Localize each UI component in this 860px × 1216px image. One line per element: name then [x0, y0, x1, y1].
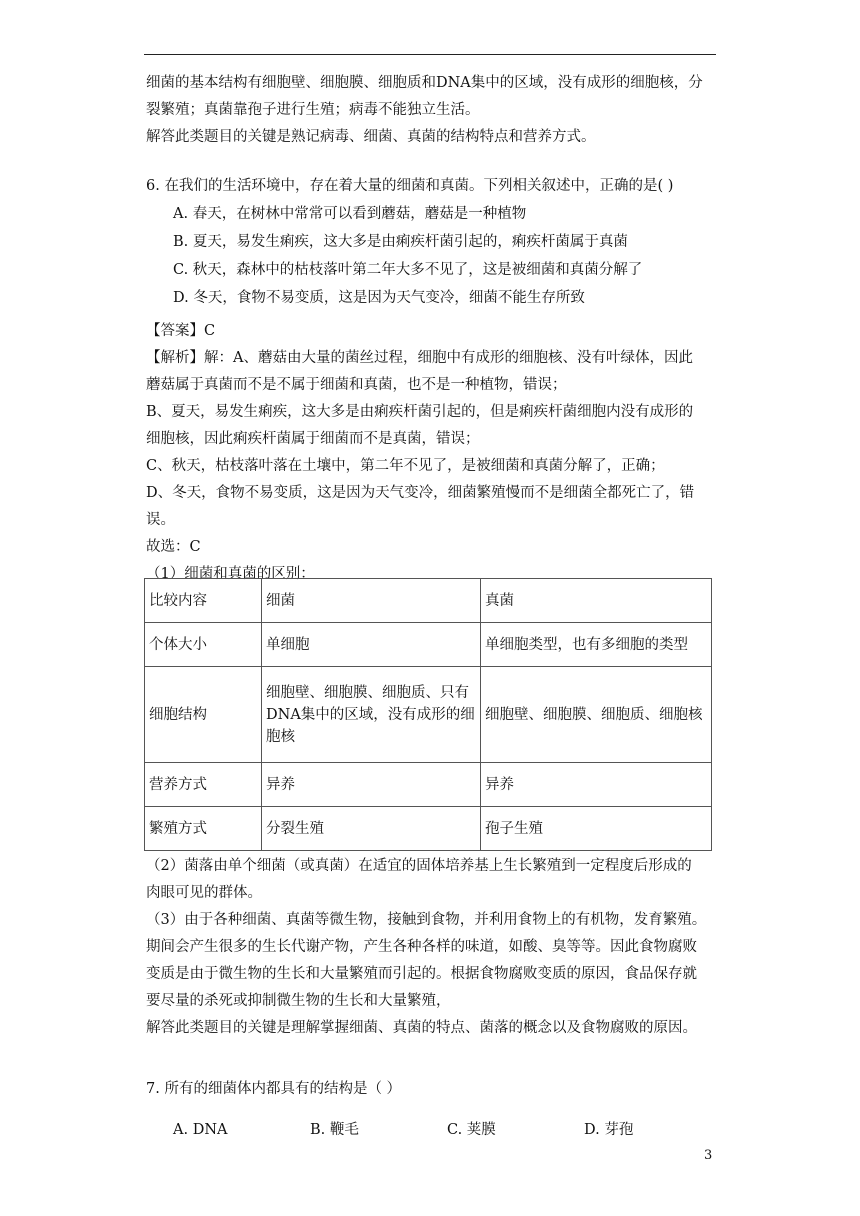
table-cell: 异养 [481, 763, 712, 807]
option-a: A. DNA [173, 1122, 228, 1138]
table-cell: 孢子生殖 [481, 807, 712, 851]
table-cell: 细菌 [262, 579, 481, 623]
intro-line: 细菌的基本结构有细胞壁、细胞膜、细胞质和DNA集中的区域，没有成形的细胞核，分 [146, 75, 703, 91]
note-line: 肉眼可见的群体。 [146, 885, 262, 901]
question-6-options [173, 200, 713, 312]
option-a: A. 春天，在树林中常常可以看到蘑菇，蘑菇是一种植物 [173, 206, 527, 222]
table-row [145, 807, 712, 851]
note-line: 期间会产生很多的生长代谢产物，产生各种各样的味道，如酸、臭等等。因此食物腐败 [146, 939, 697, 955]
table-cell: 细胞壁、细胞膜、细胞质、细胞核 [481, 667, 712, 763]
option-c: C. 秋天，森林中的枯枝落叶第二年大多不见了，这是被细菌和真菌分解了 [173, 262, 643, 278]
analysis-line: 误。 [146, 512, 175, 528]
analysis-line: 蘑菇属于真菌而不是不属于细菌和真菌，也不是一种植物，错误； [146, 377, 567, 393]
analysis-line: 故选：C [146, 539, 201, 555]
question-6-analysis [146, 345, 716, 588]
intro-paragraph [146, 70, 716, 151]
analysis-line: D、冬天，食物不易变质，这是因为天气变冷，细菌繁殖慢而不是细菌全都死亡了，错 [146, 485, 695, 501]
table-cell [262, 667, 481, 763]
table-cell: 繁殖方式 [145, 807, 262, 851]
question-7-options [173, 1118, 633, 1142]
table-cell: 比较内容 [145, 579, 262, 623]
option-d: D. 冬天，食物不易变质，这是因为天气变冷，细菌不能生存所致 [173, 290, 585, 306]
cell-line: 胞核 [266, 728, 295, 745]
analysis-line: （1）细菌和真菌的区别： [146, 566, 315, 582]
table-cell: 个体大小 [145, 623, 262, 667]
table-cell: 细胞结构 [145, 667, 262, 763]
option-c: C. 荚膜 [447, 1122, 496, 1138]
option-b: B. 鞭毛 [310, 1122, 359, 1138]
note-line: 解答此类题目的关键是理解掌握细菌、真菌的特点、菌落的概念以及食物腐败的原因。 [146, 1020, 697, 1036]
note-line: 要尽量的杀死或抑制微生物的生长和大量繁殖， [146, 993, 451, 1009]
page-number: 3 [704, 1148, 713, 1163]
table-row [145, 763, 712, 807]
note-line: （2）菌落由单个细菌（或真菌）在适宜的固体培养基上生长繁殖到一定程度后形成的 [146, 858, 692, 874]
option-b: B. 夏天，易发生痢疾，这大多是由痢疾杆菌引起的，痢疾杆菌属于真菌 [173, 234, 628, 250]
note-line: （3）由于各种细菌、真菌等微生物，接触到食物，并利用食物上的有机物，发育繁殖。 [146, 912, 707, 928]
intro-line: 解答此类题目的关键是熟记病毒、细菌、真菌的结构特点和营养方式。 [146, 129, 596, 145]
header-rule [144, 54, 716, 55]
comparison-table [144, 578, 712, 851]
question-6-notes [146, 853, 716, 1042]
option-d: D. 芽孢 [584, 1122, 634, 1138]
analysis-line: 【解析】解：A、蘑菇由大量的菌丝过程，细胞中有成形的细胞核、没有叶绿体，因此 [146, 350, 693, 366]
analysis-line: B、夏天，易发生痢疾，这大多是由痢疾杆菌引起的，但是痢疾杆菌细胞内没有成形的 [146, 404, 694, 420]
analysis-line: 细胞核，因此痢疾杆菌属于细菌而不是真菌，错误； [146, 431, 480, 447]
table-cell: 单细胞类型，也有多细胞的类型 [481, 623, 712, 667]
question-6-answer: 【答案】C [146, 323, 216, 339]
table-row [145, 579, 712, 623]
table-cell: 营养方式 [145, 763, 262, 807]
cell-line: 细胞壁、细胞膜、细胞质、只有 [266, 684, 469, 701]
analysis-line: C、秋天，枯枝落叶落在土壤中，第二年不见了，是被细菌和真菌分解了，正确； [146, 458, 665, 474]
table-cell: 单细胞 [262, 623, 481, 667]
table-row [145, 623, 712, 667]
question-6-stem: 6. 在我们的生活环境中，存在着大量的细菌和真菌。下列相关叙述中，正确的是( ) [146, 178, 674, 194]
question-7-stem: 7. 所有的细菌体内都具有的结构是（ ） [146, 1081, 402, 1097]
table-cell: 异养 [262, 763, 481, 807]
intro-line: 裂繁殖；真菌靠孢子进行生殖；病毒不能独立生活。 [146, 102, 480, 118]
note-line: 变质是由于微生物的生长和大量繁殖而引起的。根据食物腐败变质的原因，食品保存就 [146, 966, 697, 982]
table-row [145, 667, 712, 763]
table-cell: 真菌 [481, 579, 712, 623]
table-cell: 分裂生殖 [262, 807, 481, 851]
cell-line: DNA集中的区域，没有成形的细 [266, 706, 475, 723]
